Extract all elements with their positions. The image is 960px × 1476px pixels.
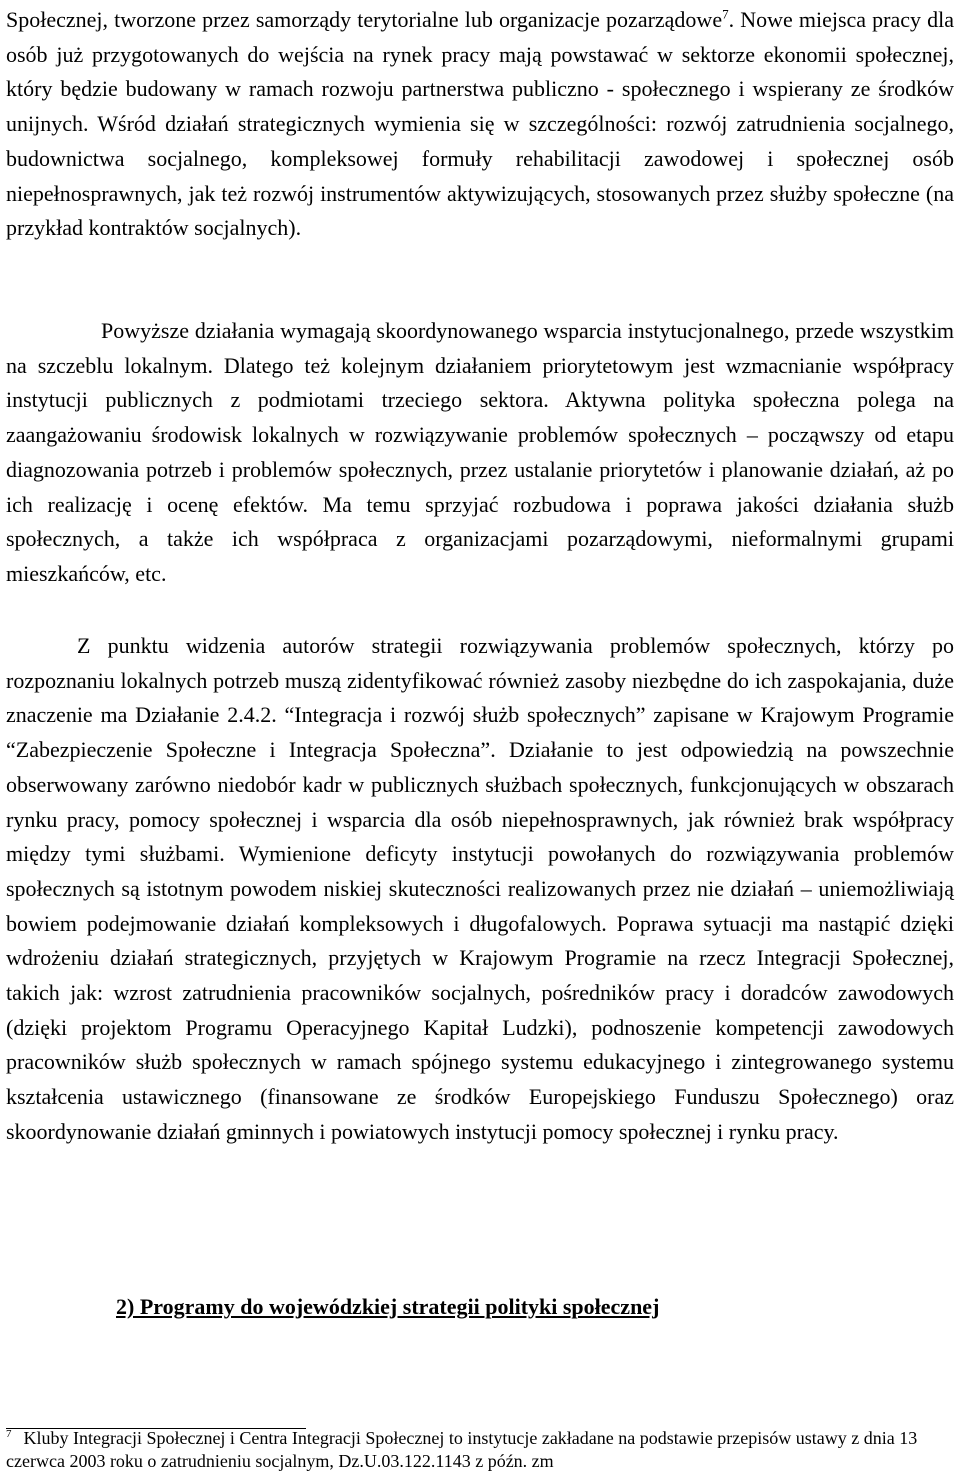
body-paragraph-1 [6,3,954,246]
body-paragraph-2: Powyższe działania wymagają skoordynowanego wsparcia instytucjonalnego, przede wszystkim na szczeblu lokalnym. Dlatego też kolejnym działaniem priorytetowym jest wzmacnianie współpracy instytucji publicznych z podmiotami trzeciego sektora. Aktywna polityka społeczna polega na zaangażowaniu środowisk lokalnych w rozwiązywanie problemów społecznych – począwszy od etapu diagnozowania potrzeb i problemów społecznych, przez ustalanie priorytetów i planowanie działań, aż po ich realizację i ocenę efektów. Ma temu sprzyjać rozbudowa i poprawa jakości działania służb społecznych, a także ich współpraca z organizacjami pozarządowymi, nieformalnymi grupami mieszkańców, etc. [6,318,954,586]
paragraph-1-text-start: Społecznej, tworzone przez samorządy terytorialne lub organizacje pozarządowe [6,7,723,32]
footnote-reference[interactable]: 7 [722,6,729,22]
section-heading: 2) Programy do wojewódzkiej strategii polityki społecznej [116,1294,660,1319]
body-paragraph-3: Z punktu widzenia autorów strategii rozwiązywania problemów społecznych, którzy po rozpoznaniu lokalnych potrzeb muszą zidentyfikować również zasoby niezbędne do ich zaspokajania, duże znaczenie ma Działanie 2.4.2. “Integracja i rozwój służb społecznych” zapisane w Krajowym Programie “Zabezpieczenie Społeczne i Integracja Społeczna”. Działanie to jest odpowiedzią na powszechnie obserwowany zarówno niedobór kadr w publicznych służbach społecznych, funkcjonujących w obszarach rynku pracy, pomocy społecznej i wsparcia dla osób niepełnosprawnych, jak również brak współpracy między tymi służbami. Wymienione deficyty instytucji powołanych do rozwiązywania problemów społecznych są istotnym powodem niskiej skuteczności realizowanych przez nie działań – uniemożliwiają bowiem podejmowanie działań kompleksowych i długofalowych. Poprawa sytuacji ma nastąpić dzięki wdrożeniu działań strategicznych, przyjętych w Krajowym Programie na rzecz Integracji Społecznej, takich jak: wzrost zatrudnienia pracowników socjalnych, pośredników pracy i doradców zawodowych (dzięki projektom Programu Operacyjnego Kapitał Ludzki), podnoszenie kompetencji zawodowych pracowników służb społecznych w ramach spójnego systemu edukacyjnego i zintegrowanego systemu kształcenia ustawicznego (finansowane ze środków Europejskiego Funduszu Społecznego) oraz skoordynowanie działań gminnych i powiatowych instytucji pomocy społecznej i rynku pracy. [6,633,954,1144]
footnote-text: Kluby Integracji Społecznej i Centra Integracji Społecznej to instytucje zakładane na podstawie przepisów ustawy z dnia 13 czerwca 2003 roku o zatrudnieniu socjalnym, Dz.U.03.122.1143 z późn. zm [6,1428,918,1471]
footnote [6,1427,954,1473]
footnote-number: 7 [6,1428,12,1440]
paragraph-1-text-rest: . Nowe miejsca pracy dla osób już przygotowanych do wejścia na rynek pracy mają powstawać w sektorze ekonomii społecznej, który będzie budowany w ramach rozwoju partnerstwa publiczno - społecznego i wspierany ze środków unijnych. Wśród działań strategicznych wymienia się w szczególności: rozwój zatrudnienia socjalnego, budownictwa socjalnego, kompleksowej formuły rehabilitacji zawodowej i społecznej osób niepełnosprawnych, jak też rozwój instrumentów aktywizujących, stosowanych przez służby społeczne (na przykład kontraktów socjalnych). [6,7,955,241]
